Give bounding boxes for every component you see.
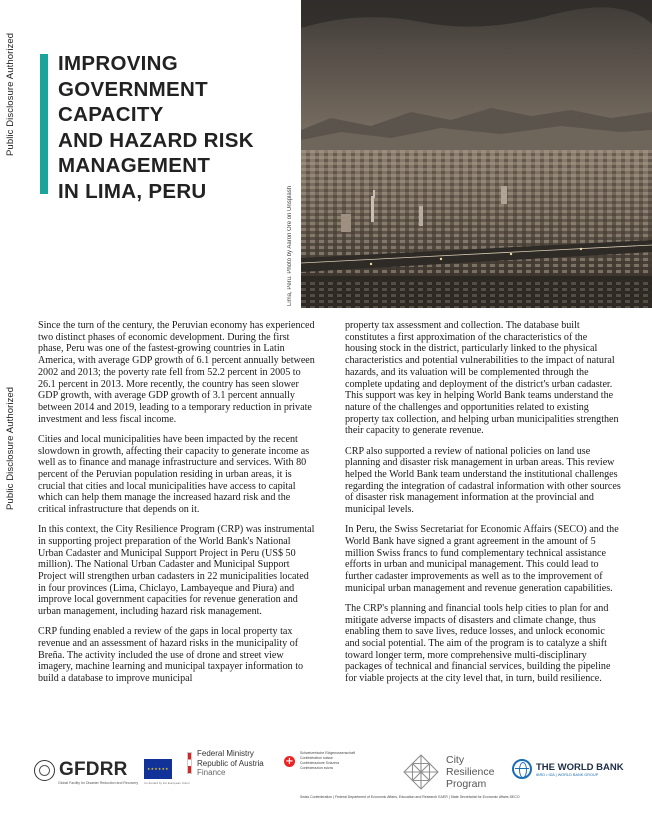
body-paragraph: property tax assessment and collection. The database built constitutes a first approximation of the characteristics of the housing stock in the district, particularly linked to the physical characteristics and potential vulnerabilities to the impact of natural hazards, and its valuation will be complemented through the complete updating and deployment of the district's urban cadaster. This support was key in helping World Bank teams understand the nature of the challenges and opportunities related to existing property tax collection, and helping urban municipalities strengthen their capacity to generate revenue.	[345, 320, 619, 437]
gfdrr-subtitle: Global Facility for Disaster Reduction and Recovery	[58, 781, 139, 785]
crp-line: Resilience	[446, 766, 495, 778]
body-paragraph: Cities and local municipalities have been impacted by the recent slowdown in growth, affecting their capacity to generate income as well as to finance and manage infrastructure and services. With 80 percent of the Peruvian population residing in urban areas, it is crucial that cities and local municipalities have access to capital which can help them manage the increased hazard risk and the critical infrastructure that depends on it.	[38, 433, 310, 516]
body-paragraph: The CRP's planning and financial tools help cities to plan for and mitigate adverse impacts of disasters and climate change, thus enabling them to save lives, reduce losses, and unlock economic and social potential. The aim of the program is to catalyze a shift toward longer term, more comprehensive multi-disciplinary packages of technical and financial services, building the pipeline for viable projects at the city level that, in turn, build resilience.	[345, 602, 611, 685]
seco-caption: Swiss Confederation | Federal Department of Economic Affairs, Education and Research EAER | State Secretariat for Economic Affairs SECO	[300, 795, 520, 799]
photo-credit: Lima, Peru. Photo by Aaron Ore on Unsplash	[287, 185, 293, 306]
body-paragraph: CRP also supported a review of national policies on land use planning and disaster risk management in urban areas. This review helped the World Bank team understand the institutional challenges regarding the integration of cadastral information with other sources of disaster risk management information at the provincial and municipal levels.	[345, 445, 621, 516]
eu-caption: Co-funded by the European Union	[144, 781, 190, 785]
austria-line: Republic of Austria	[197, 758, 264, 768]
gfdrr-seal-icon	[34, 760, 55, 781]
swiss-confederation-text	[300, 751, 355, 771]
swiss-line: Confederaziun svizra	[300, 766, 333, 770]
page-title	[58, 51, 283, 204]
city-resilience-program-logo	[402, 753, 494, 791]
partner-logos	[0, 735, 652, 805]
body-column-right	[345, 320, 621, 693]
world-bank-subtitle: IBRD • IDA | WORLD BANK GROUP	[536, 772, 599, 777]
gfdrr-name: GFDRR	[59, 759, 128, 780]
title-line: GOVERNMENT	[58, 77, 208, 101]
title-line: AND HAZARD RISK	[58, 128, 254, 152]
eu-flag-icon: ★★★★★★	[144, 759, 172, 779]
lima-city-photo	[301, 0, 652, 308]
austria-line: Federal Ministry	[197, 749, 254, 758]
crp-lattice-icon	[402, 753, 440, 791]
lima-cityscape-illustration	[301, 0, 652, 308]
disclosure-label: Public Disclosure Authorized	[5, 386, 16, 510]
swiss-line: Confédération suisse	[300, 756, 333, 760]
austria-line: Finance	[197, 768, 226, 777]
gfdrr-logo	[34, 759, 139, 785]
crp-line: City	[446, 754, 465, 766]
world-bank-logo	[512, 759, 624, 779]
world-bank-globe-icon	[512, 759, 532, 779]
eu-logo	[144, 759, 190, 785]
body-paragraph: Since the turn of the century, the Peruvian economy has experienced two distinct phases of economic development. During the first phase, Peru was one of the fastest-growing countries in Latin America, with average GDP growth of 6.1 percent annually between 2002 and 2013; the poverty rate fell from 52.2 percent in 2005 to 26.1 percent in 2013. More recently, the country has seen slower GDP growth, with average GDP growth of 3.1 percent annually between 2014 and 2019, leading to a temporary reduction in private investment and less fiscal income.	[38, 320, 315, 425]
world-bank-name: THE WORLD BANK	[536, 761, 624, 773]
austria-finance-logo	[187, 749, 264, 778]
body-paragraph: In this context, the City Resilience Program (CRP) was instrumental in supporting project preparation of the World Bank's National Urban Cadaster and Municipal Support Project in Peru (US$ 50 million). The National Urban Cadaster and Municipal Support Project will strengthen urban cadasters in 22 municipalities located in four provinces (Lima, Chiclayo, Lambayeque and Piura) and improve local government capacities for revenue generation and urban management, including hazard risk management.	[38, 524, 315, 618]
title-line: MANAGEMENT	[58, 154, 211, 177]
body-column-left	[38, 320, 316, 693]
crp-line: Program	[446, 778, 487, 790]
swiss-line: Confederazione Svizzera	[300, 761, 340, 765]
body-paragraph: In Peru, the Swiss Secretariat for Economic Affairs (SECO) and the World Bank have signed a grant agreement in the amount of 5 million Swiss francs to fund complementary technical assistance efforts in urban and municipal management. This could lead to further cadaster improvements as well as to the improvement of municipal urban management and revenue generation capabilities.	[345, 524, 619, 594]
title-accent-bar	[40, 54, 48, 194]
disclosure-label: Public Disclosure Authorized	[5, 32, 16, 156]
swiss-cross-icon: +	[285, 755, 294, 767]
title-line: IN LIMA, PERU	[58, 179, 207, 203]
austria-ministry-text	[197, 749, 264, 778]
austria-flag-icon	[187, 752, 192, 774]
body-paragraph: CRP funding enabled a review of the gaps in local property tax revenue and an assessment of hazard risks in the municipality of Breña. The activity included the use of drone and street view imagery, machine learning and municipal taxpayer information to build a database to improve municipal	[38, 626, 304, 685]
swiss-line: Schweizerische Eidgenossenschaft	[300, 751, 355, 755]
title-line: CAPACITY	[58, 103, 164, 126]
title-line: IMPROVING	[58, 52, 179, 75]
crp-name	[446, 754, 494, 790]
